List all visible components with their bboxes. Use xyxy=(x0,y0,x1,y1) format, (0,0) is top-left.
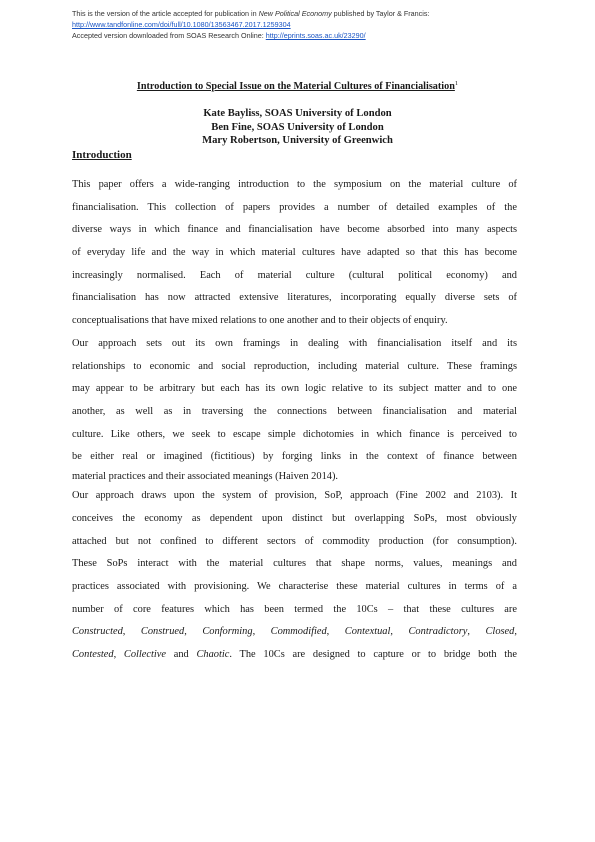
ten-cs-line-2: Contested, Collective and Chaotic. The 10Cs are designed to capture or to bridge both the xyxy=(72,648,517,660)
doi-link[interactable]: http://www.tandfonline.com/doi/full/10.1080/13563467.2017.1259304 xyxy=(72,20,291,29)
title-footnote-marker[interactable]: 1 xyxy=(454,80,459,87)
text-line: relationships to economic and social reproduction, including material culture. These framings xyxy=(72,360,517,372)
ten-cs-line-1: Constructed, Construed, Conforming, Commodified, Contextual, Contradictory, Closed, xyxy=(72,626,517,638)
notice-line-3: Accepted version downloaded from SOAS Research Online: http://eprints.soas.ac.uk/23290/ xyxy=(72,31,366,40)
text-line: number of core features which has been termed the 10Cs – that these cultures are xyxy=(72,603,517,615)
journal-name: New Political Economy xyxy=(258,9,332,18)
text-line: material practices and their associated meanings (Haiven 2014). xyxy=(72,470,339,482)
publication-notice xyxy=(72,8,429,41)
text-line: Our approach sets out its own framings in dealing with financialisation itself and its xyxy=(72,337,517,349)
text-line: financialisation has now attracted extensive literatures, incorporating equally diverse sets of xyxy=(72,292,517,304)
author-2: Ben Fine, SOAS University of London xyxy=(211,121,384,133)
text-line: attached but not confined to different sectors of commodity production (for consumption). xyxy=(72,535,517,547)
text-line: increasingly normalised. Each of material culture (cultural political economy) and xyxy=(72,269,517,281)
text-line: This paper offers a wide-ranging introduction to the symposium on the material culture of xyxy=(72,179,517,190)
text-line: culture. Like others, we seek to escape simple dichotomies in which finance is perceived to xyxy=(72,428,517,440)
text-line: be either real or imagined (fictitious) by forging links in the context of finance between xyxy=(72,451,517,463)
text-line: conceptualisations that have mixed relations to one another and to their objects of enquiry. xyxy=(72,315,448,327)
section-heading: Introduction xyxy=(72,149,132,161)
author-3: Mary Robertson, University of Greenwich xyxy=(202,135,393,146)
text-line: practices associated with provisioning. We characterise these material cultures in terms of a xyxy=(72,580,517,592)
article-title xyxy=(0,80,595,92)
author-1: Kate Bayliss, SOAS University of London xyxy=(203,108,392,119)
title-text: Introduction to Special Issue on the Material Cultures of Financialisation xyxy=(136,81,455,92)
eprints-link[interactable]: http://eprints.soas.ac.uk/23290/ xyxy=(265,31,366,40)
notice-line-1: This is the version of the article accepted for publication in New Political Economy published by Taylor & Francis: xyxy=(72,9,430,18)
body-text xyxy=(72,174,517,667)
text-line: financialisation. This collection of papers provides a number of detailed examples of the xyxy=(72,201,517,213)
text-line: These SoPs interact with the material cultures that shape norms, values, meanings and xyxy=(72,558,517,570)
text-line: of everyday life and the way in which material cultures have adapted so that this has become xyxy=(72,247,517,259)
text-line: may appear to be arbitrary but each has its own logic relative to its subject matter and to one xyxy=(72,383,517,395)
author-list xyxy=(0,107,595,148)
text-line: another, as well as in traversing the connections between financialisation and material xyxy=(72,405,517,417)
text-line: Our approach draws upon the system of provision, SoP, approach (Fine 2002 and 2103). It xyxy=(72,490,517,502)
text-line: conceives the economy as dependent upon distinct but overlapping SoPs, most obviously xyxy=(72,512,517,524)
text-line: diverse ways in which finance and financialisation have become absorbed into many aspects xyxy=(72,224,517,236)
